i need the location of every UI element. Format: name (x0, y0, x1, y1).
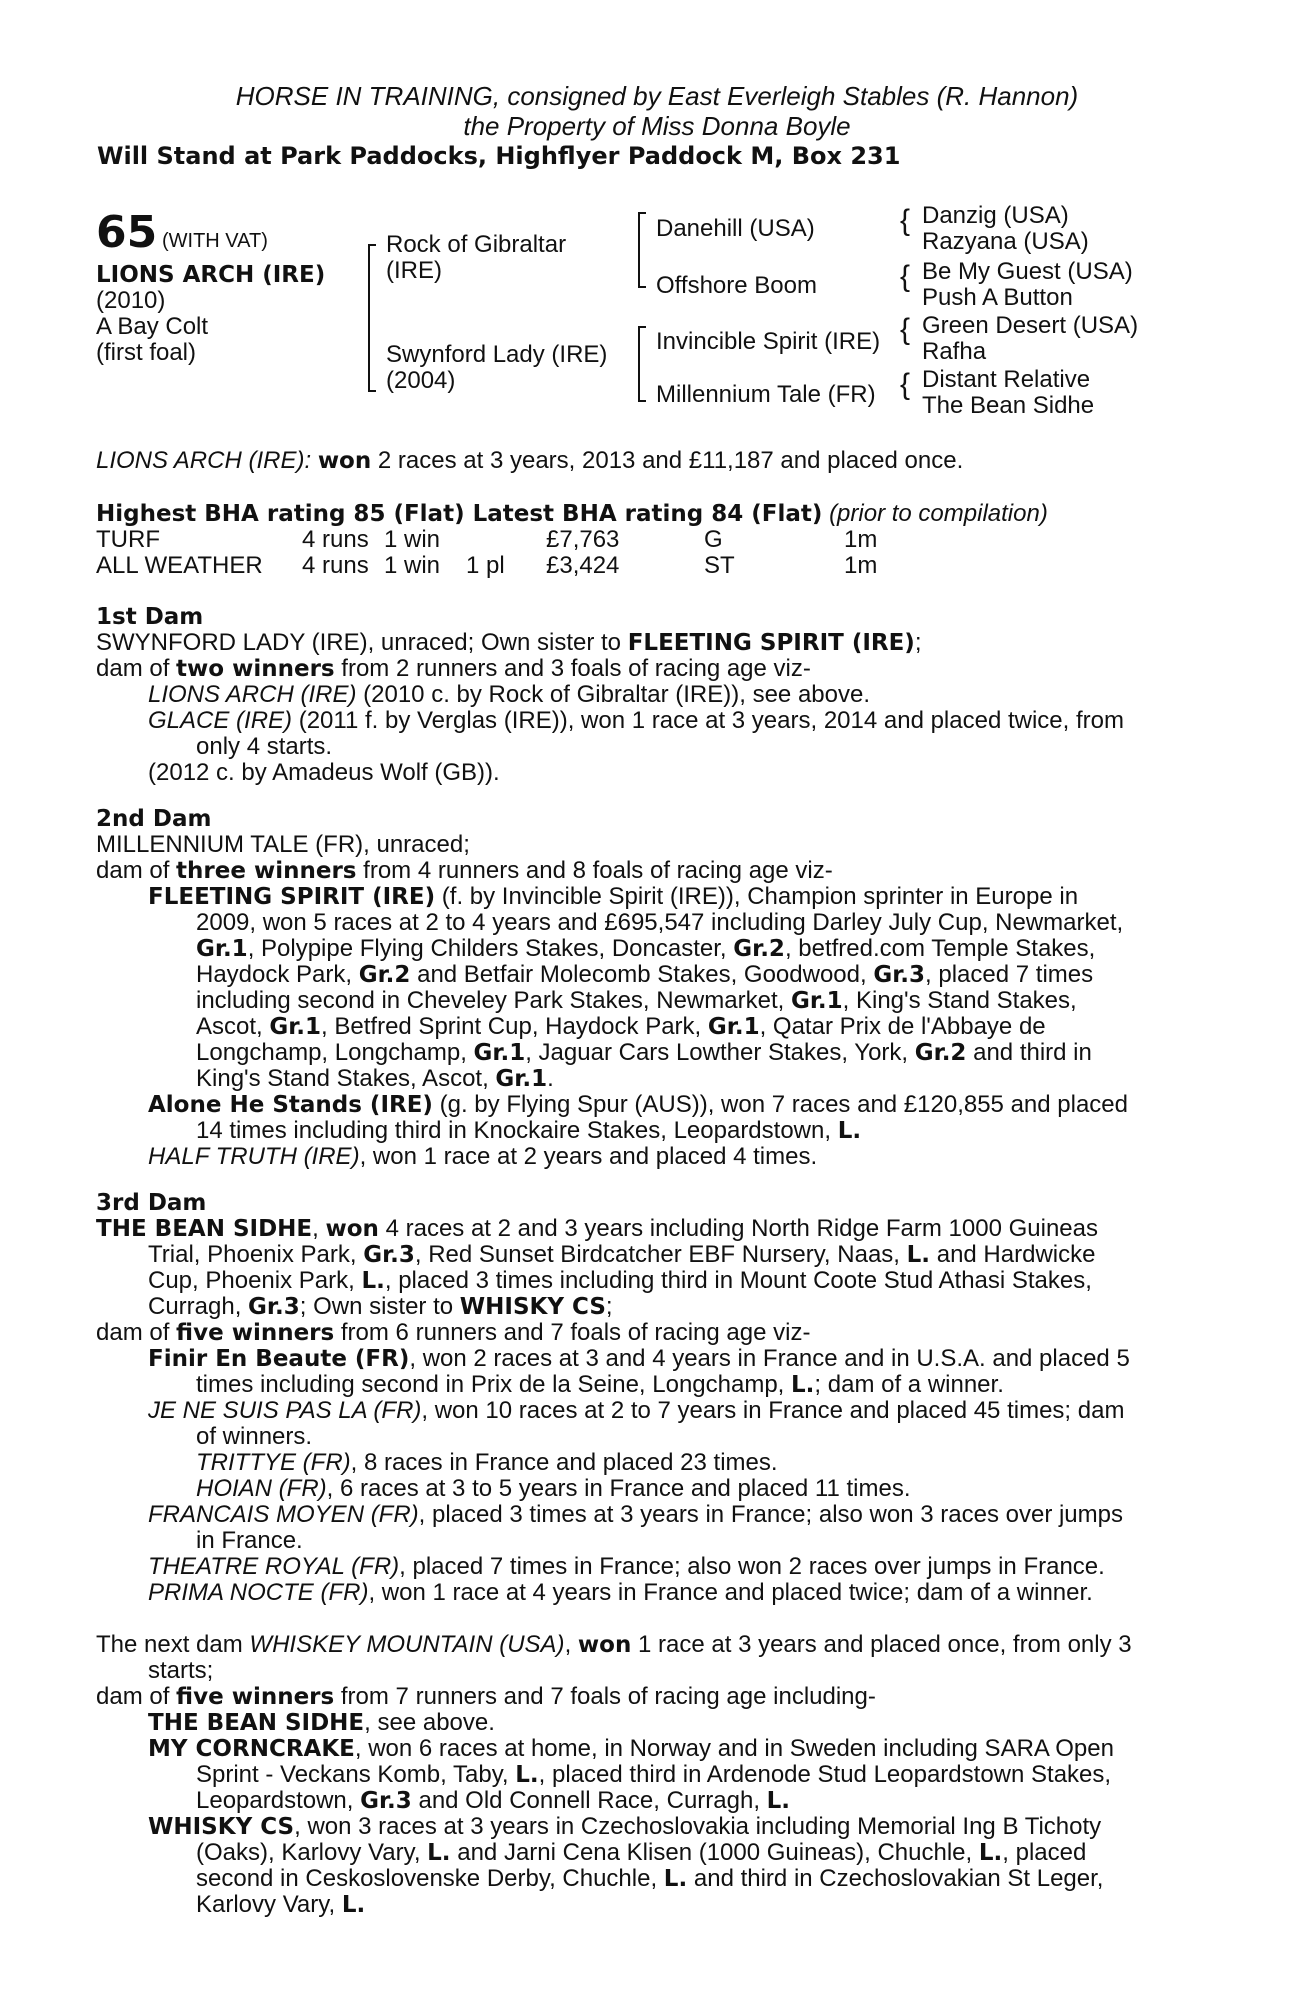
ss-dam: Razyana (USA) (922, 228, 1089, 255)
text: Gr.1 (269, 1014, 322, 1040)
record-runs: 4 runs (302, 552, 369, 579)
dam3-line (148, 1502, 1123, 1528)
text: second in Ceskoslovenske Derby, Chuchle, (196, 1865, 664, 1892)
dam3-line (148, 1554, 1105, 1580)
text: L. (515, 1762, 539, 1788)
text: , Qatar Prix de l'Abbaye de (759, 1013, 1046, 1040)
dam2-line: MILLENNIUM TALE (FR), unraced; (96, 831, 470, 858)
text: (Oaks), Karlovy Vary, (196, 1839, 428, 1866)
ratings-note: (prior to compilation) (829, 500, 1048, 527)
brace-3d: { (900, 368, 911, 401)
nextdam-line (196, 1866, 1103, 1892)
summary-colon: : (304, 447, 312, 474)
text: Longchamp, Longchamp, (196, 1039, 474, 1066)
text: , Betfred Sprint Cup, Haydock Park, (321, 1013, 708, 1040)
text: Sprint - Veckans Komb, Taby, (196, 1761, 516, 1788)
dam3-line (196, 1476, 911, 1502)
record-runs: 4 runs (302, 526, 369, 553)
text: L. (766, 1788, 791, 1814)
text: and third in Czechoslovakian St Leger, (687, 1865, 1104, 1892)
dam-year: (2004) (386, 367, 456, 394)
record-prize: £7,763 (546, 526, 620, 553)
text: and Betfair Molecomb Stakes, Goodwood, (410, 961, 874, 988)
text: from 2 runners and 3 foals of racing age viz- (334, 655, 811, 682)
nextdam-line (196, 1762, 1111, 1788)
text: LIONS ARCH (IRE) (148, 681, 357, 708)
dam2-line (196, 936, 1095, 962)
race-summary (96, 448, 963, 474)
text: SWYNFORD LADY (IRE), unraced; Own sister to (96, 629, 628, 656)
text: , King's Stand Stakes, (842, 987, 1077, 1014)
record-wins: 1 win (384, 552, 441, 579)
text: , placed 7 times in France; also won 2 races over jumps in France. (399, 1553, 1105, 1580)
text: MY CORNCRAKE (148, 1736, 355, 1762)
text: won (325, 1216, 379, 1242)
property-line: the Property of Miss Donna Boyle (463, 111, 851, 141)
text: (f. by Invincible Spirit (IRE)), Champion sprinter in Europe in (435, 883, 1079, 910)
sire-dam: Offshore Boom (656, 272, 817, 299)
text: Alone He Stands (IRE) (148, 1092, 433, 1118)
text: 14 times including third in Knockaire Stakes, Leopardstown, (196, 1117, 838, 1144)
brace-dam (638, 338, 640, 388)
record-prize: £3,424 (546, 552, 620, 579)
dam-dam: Millennium Tale (FR) (656, 381, 876, 408)
sire-country: (IRE) (386, 257, 442, 284)
text: from 6 runners and 7 foals of racing age viz- (334, 1319, 811, 1346)
dam: Swynford Lady (IRE) (386, 341, 608, 368)
text: , won 2 races at 3 and 4 years in France and in U.S.A. and placed 5 (409, 1345, 1130, 1372)
text: three winners (176, 858, 357, 884)
text: FLEETING SPIRIT (IRE) (627, 630, 915, 656)
text: Curragh, (148, 1293, 249, 1320)
text: Leopardstown, (196, 1787, 361, 1814)
text: Gr.3 (360, 1788, 412, 1814)
ds-dam: Rafha (922, 338, 987, 365)
text: L. (361, 1268, 385, 1294)
sire: Rock of Gibraltar (386, 231, 567, 258)
foal-note: (first foal) (96, 339, 197, 366)
dam1-line: (2012 c. by Amadeus Wolf (GB)). (148, 759, 500, 786)
text: L. (791, 1372, 815, 1398)
text: HALF TRUTH (IRE) (148, 1143, 360, 1170)
brace-sire (638, 224, 640, 274)
text: THE BEAN SIDHE (148, 1710, 365, 1736)
text: and Jarni Cena Klisen (1000 Guineas), Chuchle, (450, 1839, 979, 1866)
text: L. (837, 1118, 862, 1144)
text: Gr.1 (707, 1014, 760, 1040)
text: FRANCAIS MOYEN (FR) (148, 1501, 419, 1528)
nextdam-line (196, 1788, 790, 1814)
nextdam-line (148, 1736, 1114, 1762)
dam2-line (148, 1144, 817, 1170)
dam3-line (148, 1294, 613, 1320)
record-placed: 1 pl (466, 552, 505, 579)
text: , (312, 1215, 326, 1242)
nextdam-line (148, 1710, 495, 1736)
text: Trial, Phoenix Park, (148, 1241, 364, 1268)
text: from 4 runners and 8 foals of racing age viz- (356, 857, 833, 884)
text: PRIMA NOCTE (FR) (148, 1579, 369, 1606)
text: King's Stand Stakes, Ascot, (196, 1065, 496, 1092)
sd-sire: Be My Guest (USA) (922, 258, 1133, 285)
text: , see above. (364, 1709, 495, 1736)
brace-bottom (368, 376, 376, 392)
vat-note: (WITH VAT) (162, 230, 268, 252)
record-surface: TURF (96, 526, 160, 553)
text: , 8 races in France and placed 23 times. (350, 1449, 778, 1476)
dam2-line (196, 1040, 1092, 1066)
text: , 6 races at 3 to 5 years in France and placed 11 times. (326, 1475, 911, 1502)
text: Gr.2 (358, 962, 411, 988)
text: , won 1 race at 4 years in France and placed twice; dam of a winner. (368, 1579, 1093, 1606)
record-distance: 1m (844, 526, 878, 553)
dd-dam: The Bean Sidhe (922, 392, 1095, 419)
text: FLEETING SPIRIT (IRE) (148, 884, 436, 910)
dam1-line: only 4 starts. (196, 733, 333, 760)
text: ; (605, 1293, 613, 1320)
text: , won 6 races at home, in Norway and in Sweden including SARA Open (354, 1735, 1114, 1762)
sd-dam: Push A Button (922, 284, 1073, 311)
text: L. (341, 1892, 366, 1918)
dam3-line (196, 1372, 1004, 1398)
text: WHISKEY MOUNTAIN (USA) (249, 1631, 565, 1658)
text: ; (914, 629, 922, 656)
text: and third in (966, 1039, 1092, 1066)
text: dam of (96, 655, 177, 682)
text: and Hardwicke (930, 1241, 1096, 1268)
dam3-line: of winners. (196, 1423, 313, 1450)
text: ; dam of a winner. (814, 1371, 1004, 1398)
dam2-line (196, 1014, 1046, 1040)
text: TRITTYE (FR) (196, 1449, 351, 1476)
text: , placed 7 times (925, 961, 1094, 988)
text: won (577, 1632, 632, 1658)
dam2-line (96, 858, 833, 884)
record-going: G (704, 526, 723, 553)
text: . (547, 1065, 554, 1092)
third-dam-heading: 3rd Dam (96, 1190, 207, 1216)
text: including second in Cheveley Park Stakes, Newmarket, (196, 987, 791, 1014)
lot-number: 65 (96, 207, 158, 258)
text: L. (663, 1866, 688, 1892)
dam1-line (96, 630, 922, 656)
horse-name: LIONS ARCH (IRE) (96, 262, 326, 288)
text: five winners (176, 1684, 335, 1710)
text: THE BEAN SIDHE (96, 1216, 313, 1242)
text: Cup, Phoenix Park, (148, 1267, 362, 1294)
ratings-bold: Highest BHA rating 85 (Flat) Latest BHA rating 84 (Flat) (96, 501, 823, 527)
text: Gr.1 (473, 1040, 526, 1066)
bha-ratings (96, 501, 1048, 527)
dam1-line (148, 682, 870, 708)
dam2-line (196, 1118, 861, 1144)
text: , won 10 races at 2 to 7 years in France and placed 45 times; dam (421, 1397, 1125, 1424)
text: dam of (96, 857, 177, 884)
record-distance: 1m (844, 552, 878, 579)
text: , won 3 races at 3 years in Czechoslovakia including Memorial Ing B Tichoty (294, 1813, 1102, 1840)
foaling-year: (2010) (96, 287, 166, 314)
dam3-line (148, 1242, 1095, 1268)
text: Gr.2 (733, 936, 785, 962)
text: , placed (1002, 1839, 1087, 1866)
text: WHISKY CS (148, 1814, 295, 1840)
text: (2010 c. by Rock of Gibraltar (IRE)), see above. (356, 681, 871, 708)
text: Finir En Beaute (FR) (148, 1346, 410, 1372)
summary-horse: LIONS ARCH (IRE) (96, 447, 305, 474)
location-line: Will Stand at Park Paddocks, Highflyer Paddock M, Box 231 (97, 142, 901, 170)
dam2-line (196, 962, 1093, 988)
record-wins: 1 win (384, 526, 441, 553)
text: , Polypipe Flying Childers Stakes, Doncaster, (247, 935, 734, 962)
text: HOIAN (FR) (196, 1475, 327, 1502)
dam2-line: 2009, won 5 races at 2 to 4 years and £695,547 including Darley July Cup, Newmarket, (196, 909, 1124, 936)
text: , placed third in Ardenode Stud Leopardstown Stakes, (538, 1761, 1112, 1788)
nextdam-line (96, 1684, 876, 1710)
sire-sire: Danehill (USA) (656, 215, 815, 242)
text: Karlovy Vary, (196, 1891, 342, 1918)
text: 4 races at 2 and 3 years including North Ridge Farm 1000 Guineas (378, 1215, 1098, 1242)
text: from 7 runners and 7 foals of racing age including- (334, 1683, 876, 1710)
text: , (564, 1631, 578, 1658)
dam3-line (96, 1216, 1098, 1242)
dam1-line (96, 656, 811, 682)
dam3-line (148, 1580, 1093, 1606)
summary-won: won (317, 448, 372, 474)
nextdam-line (148, 1814, 1101, 1840)
dam3-line (196, 1450, 778, 1476)
text: Haydock Park, (196, 961, 359, 988)
brace-sire-bottom (638, 274, 646, 288)
text: , won 1 race at 2 years and placed 4 times. (359, 1143, 818, 1170)
horse-description: A Bay Colt (96, 313, 209, 340)
dam-sire: Invincible Spirit (IRE) (656, 328, 881, 355)
nextdam-line (196, 1892, 365, 1918)
text: Gr.2 (914, 1040, 967, 1066)
text: Ascot, (196, 1013, 270, 1040)
text: times including second in Prix de la Seine, Longchamp, (196, 1371, 792, 1398)
text: GLACE (IRE) (148, 707, 293, 734)
dam3-line (96, 1320, 810, 1346)
text: ; Own sister to (299, 1293, 460, 1320)
text: and Old Connell Race, Curragh, (411, 1787, 767, 1814)
second-dam-heading: 2nd Dam (96, 806, 212, 832)
consignor-line: HORSE IN TRAINING, consigned by East Everleigh Stables (R. Hannon) (235, 81, 1079, 111)
text: 1 race at 3 years and placed once, from only 3 (631, 1631, 1132, 1658)
brace-3b: { (900, 260, 911, 293)
ds-sire: Green Desert (USA) (922, 312, 1139, 339)
record-surface: ALL WEATHER (96, 552, 263, 579)
text: Gr.3 (248, 1294, 300, 1320)
text: dam of (96, 1683, 177, 1710)
dam2-line (148, 1092, 1128, 1118)
brace-3c: { (900, 313, 911, 346)
dam2-line (148, 884, 1078, 910)
dam3-line (148, 1346, 1130, 1372)
text: , Red Sunset Birdcatcher EBF Nursery, Naas, (414, 1241, 907, 1268)
text: Gr.3 (363, 1242, 415, 1268)
text: L. (978, 1840, 1003, 1866)
brace-3a: { (900, 204, 911, 237)
summary-rest: 2 races at 3 years, 2013 and £11,187 and placed once. (371, 447, 964, 474)
text: , betfred.com Temple Stakes, (784, 935, 1096, 962)
text: L. (427, 1840, 451, 1866)
brace-sire-dam (368, 258, 370, 376)
brace-dam-bottom (638, 388, 646, 402)
text: two winners (176, 656, 335, 682)
text: , placed 3 times including third in Mount Coote Stud Athasi Stakes, (384, 1267, 1092, 1294)
dam1-line (148, 708, 1124, 734)
text: Gr.1 (196, 936, 248, 962)
text: five winners (176, 1320, 335, 1346)
text: Gr.3 (873, 962, 926, 988)
text: Gr.1 (495, 1066, 548, 1092)
text: Gr.1 (790, 988, 843, 1014)
dam2-line (196, 988, 1077, 1014)
text: The next dam (96, 1631, 250, 1658)
nextdam-line: starts; (148, 1657, 214, 1684)
record-going: ST (704, 552, 735, 579)
dam3-line: in France. (196, 1527, 303, 1554)
text: dam of (96, 1319, 177, 1346)
dam3-line (148, 1268, 1092, 1294)
text: WHISKY CS (459, 1294, 606, 1320)
first-dam-heading: 1st Dam (96, 604, 204, 630)
text: THEATRE ROYAL (FR) (148, 1553, 400, 1580)
text: , Jaguar Cars Lowther Stakes, York, (525, 1039, 915, 1066)
nextdam-line (196, 1840, 1086, 1866)
text: , placed 3 times at 3 years in France; also won 3 races over jumps (418, 1501, 1123, 1528)
ss-sire: Danzig (USA) (922, 202, 1069, 229)
text: JE NE SUIS PAS LA (FR) (148, 1397, 422, 1424)
dam3-line (148, 1398, 1124, 1424)
text: (g. by Flying Spur (AUS)), won 7 races and £120,855 and placed (432, 1091, 1129, 1118)
text: L. (906, 1242, 931, 1268)
nextdam-line (96, 1632, 1132, 1658)
dam2-line (196, 1066, 554, 1092)
text: (2011 f. by Verglas (IRE)), won 1 race at 3 years, 2014 and placed twice, from (292, 707, 1124, 734)
dd-sire: Distant Relative (922, 366, 1091, 393)
